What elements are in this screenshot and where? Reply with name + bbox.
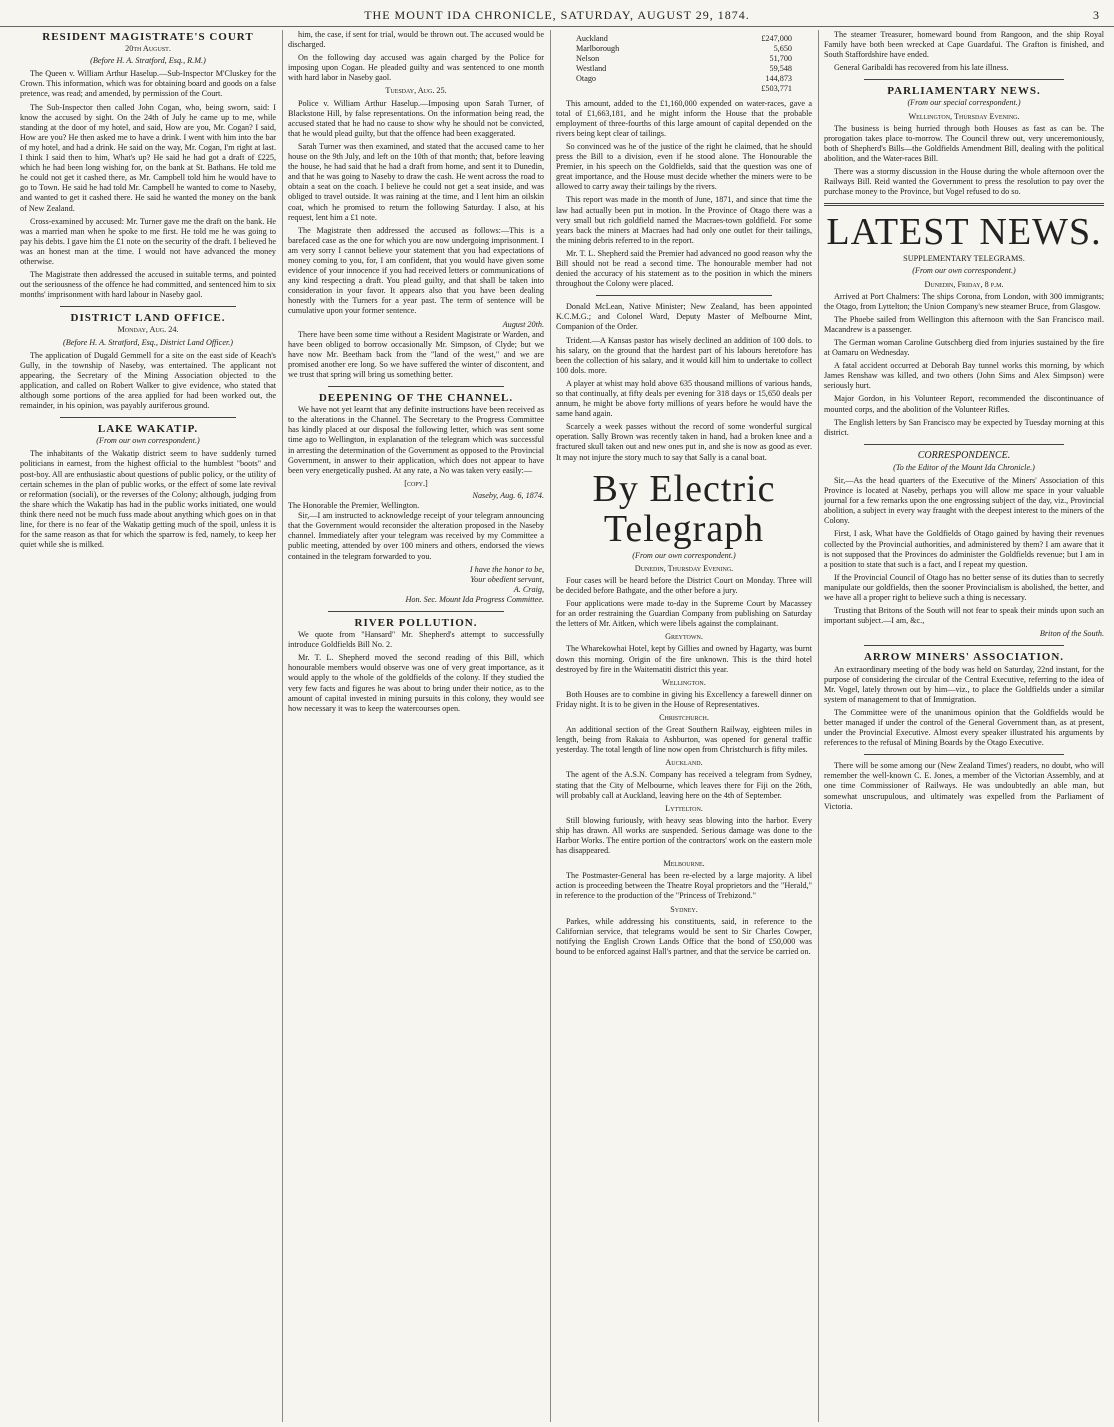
column-rule	[550, 30, 551, 1422]
section-heading: RESIDENT MAGISTRATE'S COURT	[42, 31, 254, 43]
divider	[824, 203, 1104, 206]
article-paragraph: The application of Dugald Gemmell for a site on the east side of Keach's Gully, in the township of Naseby, was entertained. The applicant not appearing, the Secretary of the Mining Association objected to the application, and called on Robert Walker to give evidence, who stated that although some portions of the area applied for had been worked out, the remainder, in his opinion, was payably auriferous ground.	[20, 350, 276, 411]
section-heading: ARROW MINERS' ASSOCIATION.	[863, 651, 1065, 664]
place-heading: Lyttelton.	[665, 803, 703, 813]
dateline: 20th August.	[125, 44, 171, 54]
article-paragraph: The Queen v. William Arthur Haselup.—Sub-Inspector M'Cluskey for the Crown. This information, which was for obtaining board and goods on a false pretence, was read; and amended, by permission of the Court.	[20, 69, 276, 99]
divider	[864, 645, 1064, 646]
article-paragraph: The Postmaster-General has been re-elected by a large majority. A libel action is proceeding between the Theatre Royal proprietors and the "Herald," in reference to the production of the "Princess of Trebizond."	[556, 871, 812, 901]
place-heading: Wellington.	[662, 677, 706, 687]
article-paragraph: Donald McLean, Native Minister; New Zealand, has been appointed K.C.M.G.; and Colonel Ward, Deputy Master of Melbourne Mint, Companion of the Order.	[556, 302, 812, 332]
divider	[328, 611, 504, 612]
section-heading: LAKE WAKATIP.	[97, 423, 199, 436]
column-4	[824, 30, 1104, 1422]
signature-name: A. Craig,	[513, 584, 544, 594]
article-paragraph: Parkes, while addressing his constituents, said, in reference to the Californian service, that telegrams would be sent to Sir Charles Cowper, notifying the English Crown Lands Office that the bond of £50,000 was bound to be enforced against Hall's partner, and that the service be carried on.	[556, 916, 812, 956]
table-row: Nelson 51,700	[576, 54, 792, 64]
dateline: Monday, Aug. 24.	[117, 325, 179, 335]
copy-note: [copy.]	[404, 478, 428, 488]
masthead	[0, 6, 1114, 27]
article-paragraph: Mr. T. L. Shepherd moved the second reading of this Bill, which honourable members would observe was one of very great importance, as it would apply to the whole of the goldfields of the colony. If they studied the very few facts and figures he was about to bring under their notice, as to the amount of capital invested in mining pursuits in this colony, they would see how necessary it was to keep the watercourses open.	[288, 653, 544, 713]
article-paragraph: There was a stormy discussion in the House during the whole afternoon over the Railways Bill. Reid wanted the Government to press the resolution to pay over the purchase money to the Province, but Vogel refused to do so.	[824, 167, 1104, 197]
bench-note: (Before H. A. Stratford, Esq., R.M.)	[90, 56, 206, 66]
article-paragraph: There will be some among our (New Zealand Times') readers, no doubt, who will remember the well-known C. E. Jones, a member of the Victorian Assembly, and at one time Commissioner of Railways. He was undoubtedly an able man, but somewhat unscrupulous, and ultimately was expelled from the Parliament of Victoria.	[824, 761, 1104, 811]
dateline: August 20th.	[502, 319, 544, 329]
telegraph-heading: By Electric Telegraph	[592, 467, 776, 550]
article-paragraph: An additional section of the Great Southern Railway, eighteen miles in length, being from Rakaia to Ashburton, was opened for general traffic yesterday. The total length of line now open from Christchurch is fifty miles.	[556, 725, 812, 755]
article-paragraph: We quote from "Hansard" Mr. Shepherd's attempt to successfully introduce Goldfields Bill No. 2.	[288, 630, 544, 650]
divider	[864, 754, 1064, 755]
article-paragraph: The Phoebe sailed from Wellington this afternoon with the San Francisco mail. Macandrew is a passenger.	[824, 314, 1104, 334]
table-row: Marlborough 5,650	[576, 44, 792, 54]
article-paragraph: If the Provincial Council of Otago has no better sense of its duties than to secretly manipulate our goldfields, then the sooner Provincialism is abolished, the better, and we have all a proper right to believe such a thing is necessary.	[824, 572, 1104, 603]
article-paragraph: him, the case, if sent for trial, would be thrown out. The accused would be discharged.	[288, 30, 544, 50]
place-heading: Melbourne.	[663, 859, 705, 869]
article-paragraph: A fatal accident occurred at Deborah Bay tunnel works this morning, by which James Renshaw was killed, and two others (John Sims and Alex Simpson) were seriously hurt.	[824, 361, 1104, 391]
divider	[60, 306, 236, 307]
section-heading: CORRESPONDENCE.	[917, 449, 1011, 461]
article-paragraph: First, I ask, What have the Goldfields of Otago gained by having their revenues collected by the Provincial authorities, and administered by them? I am aware that it is not supposed that the Provinces do administer the Goldfields revenue; but I am in a position to state that such is a fact, and I repeat my question.	[824, 529, 1104, 569]
divider	[60, 417, 236, 418]
place-heading: Auckland.	[665, 758, 703, 768]
column-2	[288, 30, 544, 1422]
byline: (From our own correspondent.)	[632, 550, 736, 560]
article-paragraph: We have not yet learnt that any definite instructions have been received as to the alterations in the Channel. The Secretary to the Progress Committee has kindly placed at our disposal the following letter, which was sent some time ago to Wellington, in explanation of the telegram which was successful in arresting the determination of the Government as opposed to the Provincial Government, in answer to their application, which does not appear to have been very energetically pushed. At any rate, a No was taken very easily:—	[288, 405, 544, 475]
column-1	[20, 30, 276, 1422]
article-paragraph: Major Gordon, in his Volunteer Report, recommended the discontinuance of mounted corps, and the abolition of the Volunteer Rifles.	[824, 394, 1104, 414]
article-paragraph: There have been some time without a Resident Magistrate or Warden, and have been obliged to borrow occasionally Mr. Simpson, of Clyde; but we have now Mr. Beetham back from the "land of the west," and we are promised another ere long. So we have suffered the winter of discontent, and we trust that spring will bring us something better.	[288, 329, 544, 379]
divider	[864, 79, 1064, 80]
addressee: The Honorable the Premier, Wellington.	[288, 501, 420, 511]
article-paragraph: The Committee were of the unanimous opinion that the Goldfields would be better managed if under the control of the General Government than, as at present, under the Provincial Executive. Almost every speaker illustrated his arguments by references to the refusal of Mining Boards by the Otago Executive.	[824, 707, 1104, 748]
article-paragraph: The steamer Treasurer, homeward bound from Rangoon, and the ship Royal Family have both been wrecked at Cape Guardafui. The Grafton is finished, and South Staffordshire have ended.	[824, 30, 1104, 60]
signature-line: I have the honor to be,	[469, 564, 544, 574]
divider	[596, 295, 772, 296]
article-paragraph: Cross-examined by accused: Mr. Turner gave me the draft on the bank. He was a married man when he spoke to me first. He told me he was going to pay his debts. I gave him the £1 note on the security of the draft. I believed he was an honest man at the time. I would not have advanced the money otherwise.	[20, 216, 276, 266]
article-paragraph: An extraordinary meeting of the body was held on Saturday, 22nd instant, for the purpose of considering the circular of the Central Executive, referring to the idea of Mr. Vogel, lately thrown out by him—viz., to place the Goldfields under a similar system of management to that of Immigration.	[824, 664, 1104, 704]
article-paragraph: General Garibaldi has recovered from his late illness.	[834, 63, 1009, 73]
article-paragraph: The Wharekowhai Hotel, kept by Gillies and owned by Hagarty, was burnt down this morning. Origin of the fire unknown. This is the third hotel destroyed by fire in the Waitematiti district this year.	[556, 644, 812, 674]
article-paragraph: The Magistrate then addressed the accused as follows:—This is a barefaced case as the one for which you are now undergoing imprisonment. I am very sorry I cannot believe your statement that you had expectations of money coming to you, for, I am confident, that you would have given some evidence of your innocence if you had received letters or communications of any kind respecting a draft. You plead guilty, and that shall be taken into consideration in your favor. It appears also that you have been dealing honestly with the Turners for a year past. The term of sentence will be cumulative upon your former sentence.	[288, 225, 544, 316]
article-paragraph: The Magistrate then addressed the accused in suitable terms, and pointed out the seriousness of the offence he had committed, and sentenced him to six months' imprisonment with hard labour in Naseby gaol.	[20, 270, 276, 300]
section-heading: DEEPENING OF THE CHANNEL.	[318, 392, 514, 405]
byline: (From our own correspondent.)	[96, 436, 200, 446]
byline: (From our own correspondent.)	[912, 266, 1016, 276]
signature-line: Your obedient servant,	[470, 574, 544, 584]
divider	[864, 444, 1064, 445]
article-paragraph: The inhabitants of the Wakatip district seem to have suddenly turned politicians in earnest, from the highest official to the humblest "boots" and post-boy. All are enthusiastic about questions of public policy, or the utility of certain schemes in the plan of public works, or the effect of some late revival or reformation (sociali), or the reverses of the Colony; although, judging from the share which the Wakatip has had in the public works initiated, one would think there need not be much fuss made about anything which goes on in that line, for there is no fear of the Wakatip getting much of the spoil, unless it is for the same reason as that for which the sparrow is fed, namely, to keep her quiet while she is milked.	[20, 449, 276, 550]
article-paragraph: The English letters by San Francisco may be expected by Tuesday morning at this district.	[824, 417, 1104, 437]
section-heading: DISTRICT LAND OFFICE.	[70, 312, 226, 325]
article-paragraph: A player at whist may hold above 635 thousand millions of various hands, so that continually, at fifty deals per evening for 318 days or 15,650 deals per annum, he might be above forty millions of years before he would have the same hand again.	[556, 378, 812, 419]
article-paragraph: The business is being hurried through both Houses as fast as can be. The prorogation takes place to-morrow. The Council threw out, very unceremoniously, both of Shepherd's Bills—the Goldfields Amendment Bill, dealing with the political abolition, and the Water-races Bill.	[824, 123, 1104, 163]
article-paragraph: Scarcely a week passes without the record of some wonderful surgical operation. Sally Brown was recently taken in hand, had a broken knee and a fractured skull taken out and new ones put in, and she is now as good as ever. It may not injure the story much to say that Sally is a canal boat.	[556, 422, 812, 462]
page-number: 3	[1093, 8, 1100, 22]
bench-note: (Before H. A. Stratford, Esq., District Land Officer.)	[62, 337, 234, 347]
revenue-table	[556, 34, 812, 95]
latest-news-heading: LATEST NEWS.	[826, 211, 1102, 254]
article-paragraph: Mr. T. L. Shepherd said the Premier had advanced no good reason why the Bill should not be read a second time. The honourable member had not denied the accuracy of his statement as to the position in which the miners throughout the Colony were placed.	[556, 248, 812, 289]
column-rule	[282, 30, 283, 1422]
place-heading: Christchurch.	[659, 712, 709, 722]
salutation: (To the Editor of the Mount Ida Chronicle.)	[893, 462, 1035, 472]
article-paragraph: Sir,—As the head quarters of the Executive of the Miners' Association of this Province is located at Naseby, perhaps you will allow me space in your valuable journal for a few remarks upon the one engrossing subject of the day, viz., Provincial abolition, a subject in every way fraught with the deepest interest to the miners of the Colony.	[824, 476, 1104, 526]
article-paragraph: Trident.—A Kansas pastor has wisely declined an addition of 100 dols. to his salary, on the ground that the hardest part of his labours heretofore has been the collection of his salary, and it would kill him to undertake to collect 100 dols. more.	[556, 335, 812, 375]
dateline: Dunedin, Friday, 8 p.m.	[924, 279, 1004, 289]
article-paragraph: So convinced was he of the justice of the right he claimed, that he should press the Bill to a division, even if he stood alone. The Honourable the Premier, in his speech on the Goldfields, said that the question was one of great importance, and the House must decide whether the miners were to be allowed to carry away their tailings by the rivers.	[556, 141, 812, 192]
article-paragraph: The German woman Caroline Gutschberg died from injuries sustained by the fire at Oamaru on Wednesday.	[824, 337, 1104, 358]
article-paragraph: Trusting that Britons of the South will not fear to speak their minds upon such an important subject.—I am, &c.,	[824, 606, 1104, 626]
place-heading: Greytown.	[665, 632, 703, 642]
article-paragraph: Sir,—I am instructed to acknowledge receipt of your telegram announcing that the Government would reconsider the alteration proposed in the Naseby channel. Immediately after your telegram was received by my Committee a public meeting, attended by over 100 miners and others, endorsed the views contained in the telegram forwarded to you.	[288, 511, 544, 561]
article-paragraph: This amount, added to the £1,160,000 expended on water-races, gave a total of £1,663,181, and he might inform the House that the probable employment of three-fourths of this large amount of capital depended on the rivers being kept clear of tailings.	[556, 98, 812, 138]
dateline: Dunedin, Thursday Evening.	[634, 563, 734, 573]
article-paragraph: Both Houses are to combine in giving his Excellency a farewell dinner on Friday night. It is to be given in the House of Representatives.	[556, 689, 812, 709]
table-row: £503,771	[761, 84, 792, 94]
table-row: Otago 144,873	[576, 74, 792, 84]
signature-title: Hon. Sec. Mount Ida Progress Committee.	[405, 594, 544, 604]
article-paragraph: This report was made in the month of June, 1871, and since that time the law had actually been put in motion. In the Province of Otago there was a very small but rich goldfield named the Macraes-town goldfield. For some years back the miners at Macraes had had only one outlet for their tailings, the mining debris referred to in the report.	[556, 195, 812, 245]
article-paragraph: Still blowing furiously, with heavy seas blowing into the harbor. Every ship has drawn. All works are suspended. Serious damage was done to the Harbor Works. The entire portion of the contractors' work on the eastern mole has disappeared.	[556, 815, 812, 856]
signature-name: Briton of the South.	[1039, 629, 1104, 639]
article-paragraph: Police v. William Arthur Haselup.—Imposing upon Sarah Turner, of Blackstone Hill, by false representations. On the information being read, the accused stated that he had no cause to show why he should not be convicted, that he would plead guilty, but that the offence had been exaggerated.	[288, 98, 544, 138]
dateline: Wellington, Thursday Evening.	[908, 111, 1020, 121]
place-heading: Sydney.	[670, 904, 698, 914]
subheading: SUPPLEMENTARY TELEGRAMS.	[903, 254, 1025, 264]
column-3	[556, 30, 812, 1422]
article-paragraph: The agent of the A.S.N. Company has received a telegram from Sydney, stating that the City of Melbourne, which leaves there for Fiji on the 26th, will probably call at Auckland, leaving here on the 4th of September.	[556, 770, 812, 800]
byline: (From our special correspondent.)	[907, 98, 1021, 108]
section-heading: RIVER POLLUTION.	[354, 616, 478, 629]
masthead-title: THE MOUNT IDA CHRONICLE, SATURDAY, AUGUST 29, 1874.	[364, 8, 750, 22]
dateline: Tuesday, Aug. 25.	[385, 86, 447, 96]
table-row: Auckland £247,000	[576, 34, 792, 43]
column-rule	[818, 30, 819, 1422]
divider	[328, 386, 504, 387]
dateline: Naseby, Aug. 6, 1874.	[472, 490, 544, 500]
article-paragraph: Four cases will be heard before the District Court on Monday. Three will be decided before Bathgate, and the other before a jury.	[556, 575, 812, 595]
article-paragraph: Four applications were made to-day in the Supreme Court by Macassey for an order restraining the Guardian Company from publishing on Saturday the letters of Mr. Aitken, which were libels against the complainant.	[556, 599, 812, 629]
article-paragraph: On the following day accused was again charged by the Police for imposing upon Cogan. He pleaded guilty and was sentenced to one month with hard labor in Naseby gaol.	[288, 53, 544, 83]
article-paragraph: The Sub-Inspector then called John Cogan, who, being sworn, said: I know the accused by sight. On the 24th of July he came up to me, while standing at the door of my hotel, and said, How are you, Mr. Cogan? I said, How are you? He then asked me to have a drink. I went with him into the bar of my hotel, and had a drink. He said on the way, Mr. Cogan, I'm right at last. I think I said then to him, What's up? He said he had got a draft of £225, which he had been long wishing for, on the bank at St. Bathans. He told me he could not get it cashed there, as Mr. Campbell told him he would have to go to Town. He said he had told Mr. Campbell he wanted to come to Naseby, and wanted to get it cashed there. He said he wanted the money on the bank of New Zealand.	[20, 102, 276, 213]
section-heading: PARLIAMENTARY NEWS.	[887, 85, 1041, 98]
article-paragraph: Arrived at Port Chalmers: The ships Corona, from London, with 300 immigrants; the Otago, from Lyttelton; the Union Company's new steamer Bruce, from Glasgow.	[824, 291, 1104, 311]
article-paragraph: Sarah Turner was then examined, and stated that the accused came to her house on the 9th July, and left on the 10th of that month; that, before leaving the house, he had said that he had a draft from home, and sent it to Dunedin, and that he was going to Naseby to draw the cash. He went across the road to obtain a seat on the coach. I believe he could not get a seat inside, and was obliged to travel outside. It was raining at the time, and I lent him an oilskin coat, which he promised to return the following Saturday. I also, at his request, lent him a £1 note.	[288, 141, 544, 222]
table-row: Westland 59,548	[576, 64, 792, 74]
